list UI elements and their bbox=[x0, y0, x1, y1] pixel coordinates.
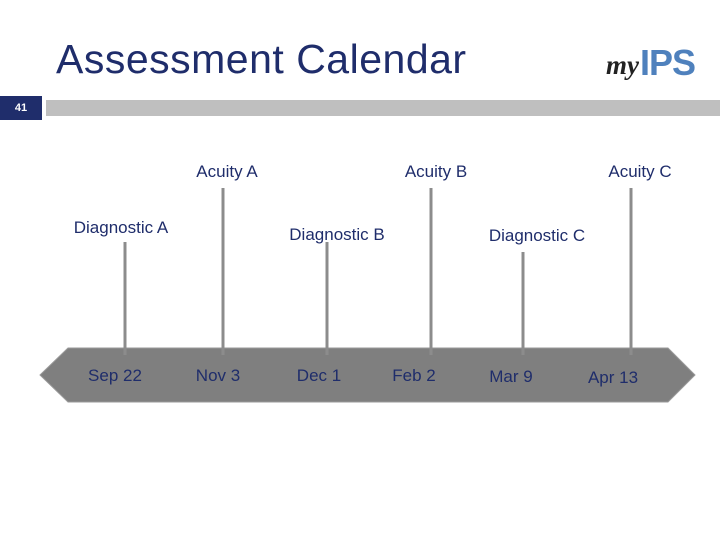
slide-number: 41 bbox=[0, 96, 42, 120]
date-sep-22: Sep 22 bbox=[88, 366, 142, 385]
slide-title: Assessment Calendar bbox=[56, 36, 467, 82]
label-acuity-c: Acuity C bbox=[608, 162, 672, 181]
logo-ips-text: IPS bbox=[640, 42, 696, 83]
date-apr-13: Apr 13 bbox=[587, 368, 639, 387]
label-acuity-b: Acuity B bbox=[404, 162, 468, 181]
label-diagnostic-b: Diagnostic B bbox=[289, 225, 385, 244]
label-diagnostic-a: Diagnostic A bbox=[73, 218, 169, 237]
date-mar-9: Mar 9 bbox=[489, 367, 533, 386]
date-nov-3: Nov 3 bbox=[195, 366, 241, 385]
date-dec-1: Dec 1 bbox=[296, 366, 342, 385]
logo-my-text: my bbox=[606, 50, 639, 80]
label-acuity-a: Acuity A bbox=[196, 162, 258, 181]
label-diagnostic-c: Diagnostic C bbox=[488, 226, 586, 245]
date-feb-2: Feb 2 bbox=[392, 366, 436, 385]
